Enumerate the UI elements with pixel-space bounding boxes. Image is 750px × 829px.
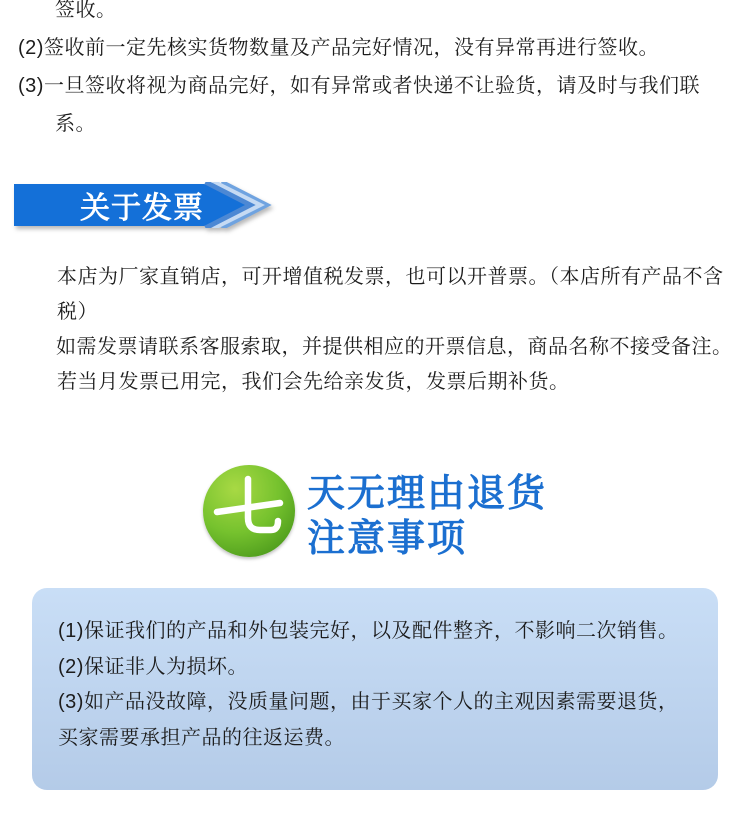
returns-policy-paragraph: [58, 614, 678, 756]
text-line: 如需发票请联系客服索取，并提供相应的开票信息，商品名称不接受备注。: [56, 336, 733, 358]
invoice-banner-title: 关于发票: [80, 192, 204, 225]
delivery-notes-paragraph: [0, 0, 750, 143]
seven-badge-icon: [203, 465, 295, 557]
text-line: (2)保证非人为损坏。: [58, 655, 248, 678]
text-line: 系。: [55, 113, 96, 135]
text-line: (1)保证我们的产品和外包装完好，以及配件整齐，不影响二次销售。: [58, 620, 679, 642]
returns-policy-box: [32, 588, 718, 790]
text-line: (3)如产品没故障，没质量问题，由于买家个人的主观因素需要退货，: [58, 691, 679, 713]
text-line: 若当月发票已用完，我们会先给亲发货，发票后期补货。: [57, 371, 570, 393]
text-line: 本店为厂家直销店，可开增值税发票，也可以开普票。（本店所有产品不含: [57, 266, 724, 288]
text-line: 签收。: [55, 0, 117, 21]
text-line: 税）: [57, 301, 98, 323]
returns-title-line2: 注意事项: [307, 518, 468, 560]
returns-title-line1: 天无理由退货: [307, 473, 548, 515]
text-line: (3)一旦签收将视为商品完好，如有异常或者快递不让验货，请及时与我们联: [18, 75, 700, 97]
seven-character-glyph: [203, 465, 295, 557]
text-line: 买家需要承担产品的往返运费。: [58, 726, 345, 749]
text-line: (2)签收前一定先核实货物数量及产品完好情况，没有异常再进行签收。: [18, 37, 659, 59]
invoice-notes-paragraph: [0, 260, 750, 400]
invoice-section-banner: [14, 182, 276, 228]
returns-title: [307, 472, 547, 562]
